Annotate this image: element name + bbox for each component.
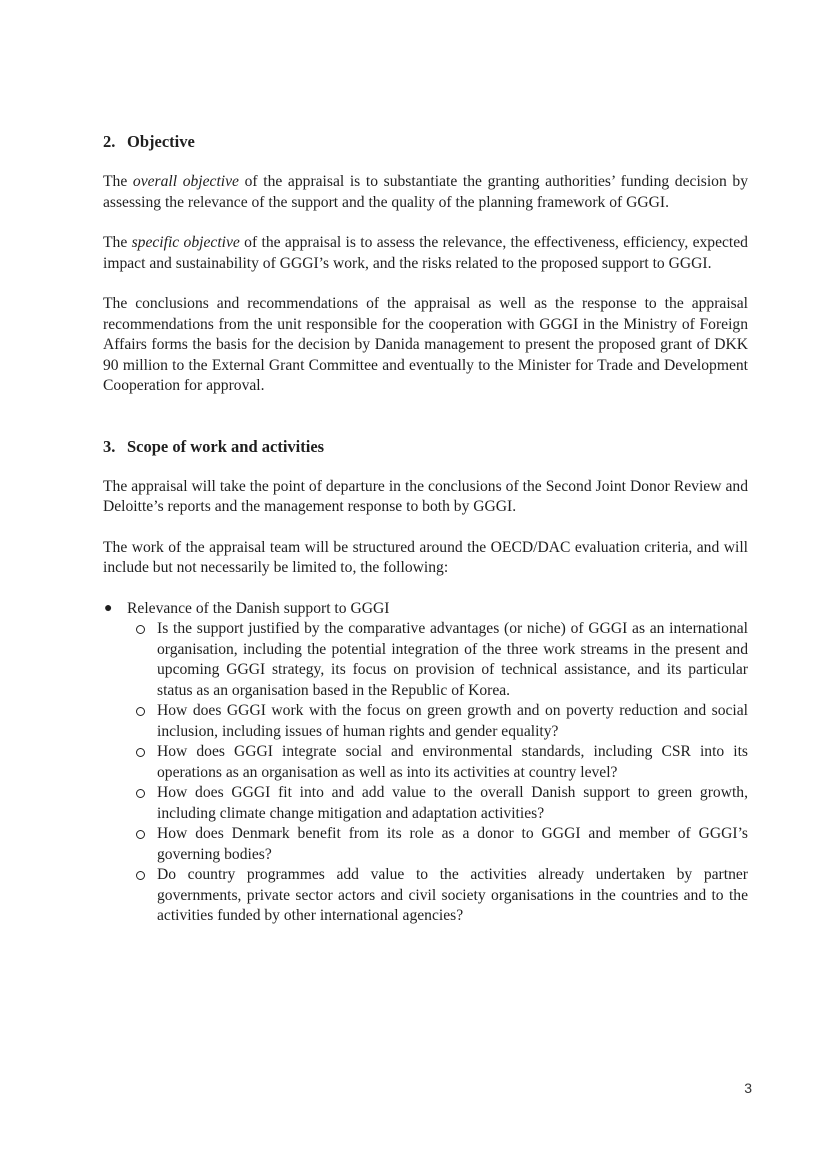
section-title: Scope of work and activities xyxy=(127,436,325,456)
section-number: 2. xyxy=(103,132,116,151)
emphasis-overall-objective: overall objective xyxy=(132,173,239,190)
text-run: The xyxy=(103,173,133,190)
sub-list-item xyxy=(127,701,748,742)
hollow-circle-icon xyxy=(136,871,145,880)
section-heading-objective xyxy=(103,132,748,152)
paragraph-conclusions: The conclusions and recommendations of the appraisal as well as the response to the appraisal recommendations from the unit responsible for the cooperation with GGGI in the Ministry of Foreign Affairs forms the basis for the decision by Danida management to present the proposed grant of DKK 90 million to the External Grant Committee and eventually to the Minister for Trade and Development Cooperation for approval. xyxy=(103,295,748,394)
emphasis-specific-objective: specific objective xyxy=(131,234,240,251)
page-number: 3 xyxy=(744,1080,752,1096)
list-item xyxy=(103,599,748,927)
bullet-text: Relevance of the Danish support to GGGI xyxy=(127,599,390,617)
sub-item-text: How does GGGI fit into and add value to the overall Danish support to green growth, including climate change mitigation and adaptation activities? xyxy=(157,784,748,822)
sub-item-text: Do country programmes add value to the activities already undertaken by partner governments, private sector actors and civil society organisations in the countries and to the activities funded by other international agencies? xyxy=(157,866,748,924)
text-run: The xyxy=(103,234,132,251)
sub-list-item xyxy=(127,619,748,701)
sub-list-item xyxy=(127,783,748,824)
hollow-circle-icon xyxy=(136,789,145,798)
hollow-circle-icon xyxy=(136,625,145,634)
text-run: of the appraisal is to assess the relevance, the effectiveness, efficiency, expected impact and sustainability of GGGI’s work, and the risks related to the proposed support to GGGI. xyxy=(103,234,748,272)
document-page xyxy=(103,120,748,927)
sub-list-item xyxy=(127,742,748,783)
paragraph-structure: The work of the appraisal team will be structured around the OECD/DAC evaluation criteria, and will include but not necessarily be limited to, the following: xyxy=(103,538,748,576)
text-run: of the appraisal is to substantiate the granting authorities’ funding decision by assessing the relevance of the support and the quality of the planning framework of GGGI. xyxy=(103,173,748,211)
sub-item-text: How does GGGI integrate social and environmental standards, including CSR into its operations as an organisation as well as into its activities at country level? xyxy=(157,743,748,781)
paragraph-overall-objective xyxy=(103,172,748,213)
bullet-list xyxy=(103,599,748,927)
hollow-circle-icon xyxy=(136,748,145,757)
section-number: 3. xyxy=(103,436,116,456)
section-title: Objective xyxy=(127,132,195,151)
sub-item-text: How does Denmark benefit from its role as a donor to GGGI and member of GGGI’s governing bodies? xyxy=(157,825,748,863)
sub-list-item xyxy=(127,865,748,927)
sub-item-text: How does GGGI work with the focus on green growth and on poverty reduction and social inclusion, including issues of human rights and gender equality? xyxy=(157,702,748,740)
hollow-circle-icon xyxy=(136,707,145,716)
section-heading-scope xyxy=(103,437,748,457)
hollow-circle-icon xyxy=(136,830,145,839)
sub-item-text: Is the support justified by the comparative advantages (or niche) of GGGI as an international organisation, including the potential integration of the three work streams in the present and upcoming GGGI strategy, its focus on provision of technical assistance, and its particular status as an organisation based in the Republic of Korea. xyxy=(157,620,748,699)
sub-list-item xyxy=(127,824,748,865)
paragraph-specific-objective xyxy=(103,233,748,274)
bullet-icon: ● xyxy=(104,600,113,616)
sub-list xyxy=(127,619,748,927)
paragraph-point-of-departure: The appraisal will take the point of departure in the conclusions of the Second Joint Donor Review and Deloitte’s reports and the management response to both by GGGI. xyxy=(103,477,748,515)
